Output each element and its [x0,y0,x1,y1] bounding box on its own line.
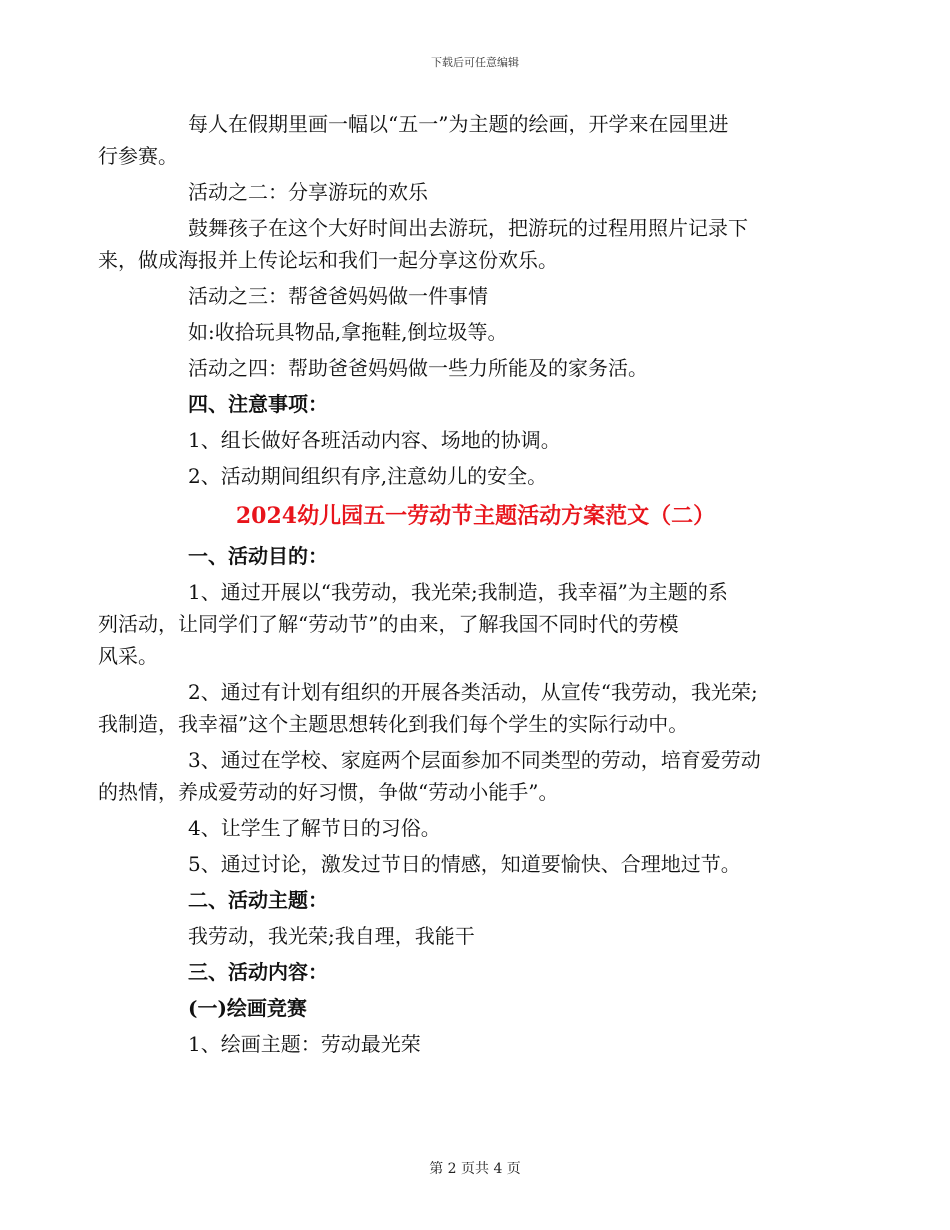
content-subheading-drawing: (一)绘画竞赛 [188,996,307,1020]
text-line: 的热情，养成爱劳动的好习惯，争做“劳动小能手”。 [98,780,559,804]
activity-3-example: 如:收拾玩具物品,拿拖鞋,倒垃圾等。 [188,320,508,344]
theme-text: 我劳动，我光荣;我自理，我能干 [188,924,475,948]
page-footer: 第 2 页共 4 页 [429,1161,521,1177]
document-body [98,108,808,1064]
notice-heading: 四、注意事项： [188,392,328,416]
document-title: 2024幼儿园五一劳动节主题活动方案范文（二） [235,503,716,529]
goal-item-2 [98,676,808,740]
activity-2-title: 活动之二：分享游玩的欢乐 [188,180,428,204]
goal-item-5: 5、通过讨论，激发过节日的情感，知道要愉快、合理地过节。 [188,852,741,876]
text-line: 我制造，我幸福”这个主题思想转化到我们每个学生的实际行动中。 [98,712,689,736]
goal-item-3 [98,744,808,808]
text-line: 3、通过在学校、家庭两个层面参加不同类型的劳动，培育爱劳动 [188,748,761,772]
text-line: 列活动，让同学们了解“劳动节”的由来，了解我国不同时代的劳模 [98,612,679,636]
text-line: 行参赛。 [98,144,178,168]
notice-item-1: 1、组长做好各班活动内容、场地的协调。 [188,428,561,452]
goal-item-1 [98,576,808,672]
page-header: 下载后可任意编辑 [431,56,519,69]
text-line: 来，做成海报并上传论坛和我们一起分享这份欢乐。 [98,248,558,272]
text-line: 2、通过有计划有组织的开展各类活动，从宣传“我劳动，我光荣; [188,680,758,704]
content-item-1: 1、绘画主题：劳动最光荣 [188,1032,421,1056]
paragraph-share-fun [98,212,808,276]
activity-4-title: 活动之四：帮助爸爸妈妈做一些力所能及的家务活。 [188,356,648,380]
theme-heading: 二、活动主题： [188,888,328,912]
paragraph-drawing-activity [98,108,808,172]
notice-item-2: 2、活动期间组织有序,注意幼儿的安全。 [188,464,548,488]
text-line: 风采。 [98,644,158,668]
text-line: 鼓舞孩子在这个大好时间出去游玩，把游玩的过程用照片记录下 [188,216,748,240]
content-heading: 三、活动内容： [188,960,328,984]
text-line: 每人在假期里画一幅以“五一”为主题的绘画，开学来在园里进 [188,112,729,136]
text-line: 1、通过开展以“我劳动，我光荣;我制造，我幸福”为主题的系 [188,580,728,604]
activity-3-title: 活动之三：帮爸爸妈妈做一件事情 [188,284,488,308]
goal-item-4: 4、让学生了解节日的习俗。 [188,816,441,840]
goal-heading: 一、活动目的： [188,544,328,568]
